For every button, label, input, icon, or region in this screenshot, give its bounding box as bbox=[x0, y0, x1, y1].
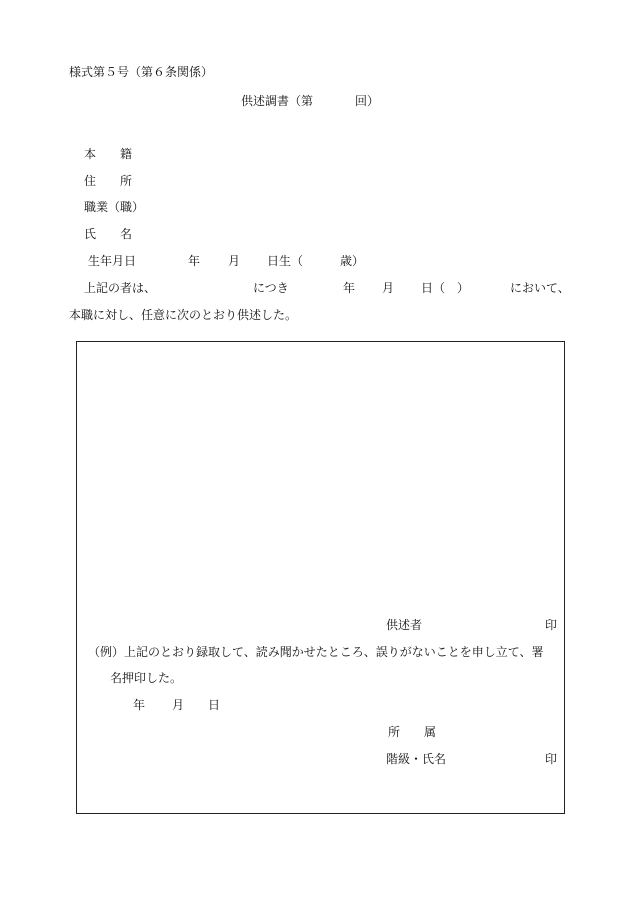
name-label: 氏 名 bbox=[84, 227, 133, 241]
example-note-line1: （例）上記のとおり録取して、読み聞かせたところ、誤りがないことを申し立て、署 bbox=[88, 645, 544, 659]
intro-regarding: につき bbox=[253, 281, 289, 295]
deponent-label: 供述者 bbox=[386, 618, 423, 632]
intro-location: において、 bbox=[510, 281, 570, 295]
intro-month: 月 bbox=[382, 281, 395, 295]
form-number: 様式第５号（第６条関係） bbox=[69, 65, 214, 79]
address-label: 住 所 bbox=[84, 174, 133, 188]
statement-box[interactable] bbox=[76, 341, 565, 814]
age-label: 歳） bbox=[340, 254, 365, 268]
affiliation-label: 所 属 bbox=[388, 725, 437, 739]
intro-year: 年 bbox=[343, 281, 356, 295]
example-note-line2: 名押印した。 bbox=[110, 671, 183, 685]
intro-subject: 上記の者は、 bbox=[84, 281, 157, 295]
birth-month-label: 月 bbox=[228, 254, 241, 268]
occupation-label: 職業（職） bbox=[84, 200, 145, 214]
rank-name-label: 階級・氏名 bbox=[386, 752, 447, 766]
birth-year-label: 年 bbox=[188, 254, 201, 268]
intro-line2: 本職に対し、任意に次のとおり供述した。 bbox=[69, 308, 298, 322]
deponent-seal-mark: 印 bbox=[545, 618, 558, 632]
record-day-label: 日 bbox=[208, 698, 221, 712]
birth-day-label: 日生（ bbox=[267, 254, 304, 268]
intro-day: 日（ ） bbox=[421, 281, 470, 295]
document-title-prefix: 供述調書（第 bbox=[241, 94, 314, 108]
record-month-label: 月 bbox=[172, 698, 185, 712]
document-title-suffix: 回） bbox=[355, 94, 380, 108]
honseki-label: 本 籍 bbox=[84, 147, 133, 161]
record-year-label: 年 bbox=[133, 698, 146, 712]
officer-seal-mark: 印 bbox=[545, 752, 558, 766]
birth-date-label: 生年月日 bbox=[88, 254, 137, 268]
